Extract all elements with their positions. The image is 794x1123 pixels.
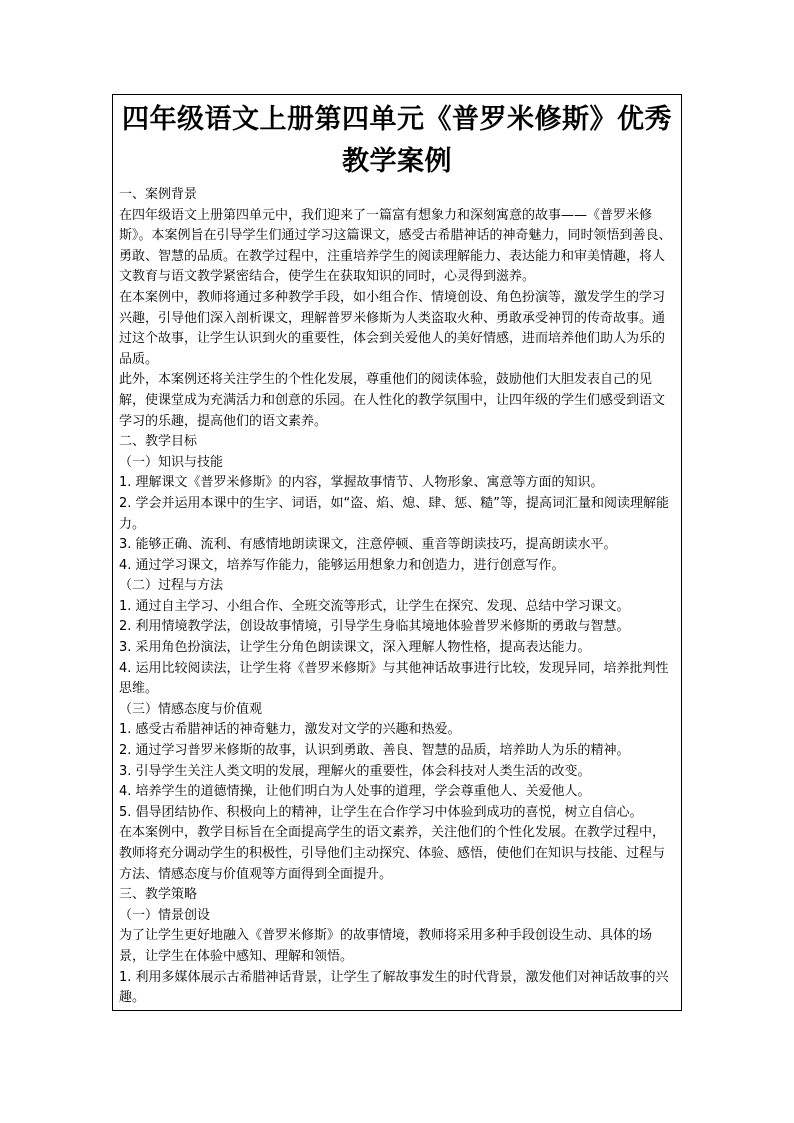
list-item: 2. 通过学习普罗米修斯的故事，认识到勇敢、善良、智慧的品质，培养助人为乐的精神。	[119, 743, 630, 759]
list-item: 2. 利用情境教学法，创设故事情境，引导学生身临其境地体验普罗米修斯的勇敢与智慧。	[119, 619, 630, 635]
list-item: 4. 运用比较阅读法，让学生将《普罗米修斯》与其他神话故事进行比较，发现异同，培养批判性思维。	[119, 660, 669, 697]
paragraph: 为了让学生更好地融入《普罗米修斯》的故事情境，教师将采用多种手段创设生动、具体的场景，让学生在体验中感知、理解和领悟。	[119, 928, 653, 964]
list-item: 3. 采用角色扮演法，让学生分角色朗读课文，深入理解人物性格，提高表达能力。	[119, 640, 591, 656]
subsection-heading: （一）知识与技能	[119, 454, 224, 470]
paragraph: 此外，本案例还将关注学生的个性化发展，尊重他们的阅读体验，鼓励他们大胆发表自己的见解，使课堂成为充满活力和创意的乐园。在人性化的教学氛围中，让四年级的学生们感受到语文学习的乐趣，提高他们的语文素养。	[119, 372, 666, 429]
section-heading: 二、教学目标	[119, 434, 198, 450]
paragraph: 在本案例中，教学目标旨在全面提高学生的语文素养，关注他们的个性化发展。在教学过程中，教师将充分调动学生的积极性，引导他们主动探究、体验、感悟，使他们在知识与技能、过程与方法、情感态度与价值观等方面得到全面提升。	[119, 825, 666, 882]
list-item: 4. 通过学习课文，培养写作能力，能够运用想象力和创造力，进行创意写作。	[119, 557, 565, 573]
subsection-heading: （一）情景创设	[119, 907, 211, 923]
document-body	[119, 185, 675, 1009]
document-title: 四年级语文上册第四单元《普罗米修斯》优秀教学案例	[122, 104, 672, 177]
list-item: 3. 引导学生关注人类文明的发展，理解火的重要性，体会科技对人类生活的改变。	[119, 763, 591, 779]
subsection-heading: （三）情感态度与价值观	[119, 701, 263, 717]
section-heading: 三、教学策略	[119, 887, 198, 903]
list-item: 5. 倡导团结协作、积极向上的精神，让学生在合作学习中体验到成功的喜悦，树立自信心。	[119, 804, 643, 820]
paragraph: 在四年级语文上册第四单元中，我们迎来了一篇富有想象力和深刻寓意的故事——《普罗米修斯》。本案例旨在引导学生们通过学习这篇课文，感受古希腊神话的神奇魅力，同时领悟到善良、勇敢、智慧的品质。在教学过程中，注重培养学生的阅读理解能力、表达能力和审美情趣，将人文教育与语文教学紧密结合，使学生在获取知识的同时，心灵得到滋养。	[119, 207, 672, 285]
list-item: 2. 学会并运用本课中的生字、词语，如“盗、焰、熄、肆、惩、糙”等，提高词汇量和阅读理解能力。	[119, 495, 670, 532]
list-item: 4. 培养学生的道德情操，让他们明白为人处事的道理，学会尊重他人、关爱他人。	[119, 784, 591, 800]
list-item: 3. 能够正确、流利、有感情地朗读课文，注意停顿、重音等朗读技巧，提高朗读水平。	[119, 537, 617, 553]
subsection-heading: （二）过程与方法	[119, 578, 224, 594]
paragraph: 在本案例中，教师将通过多种教学手段，如小组合作、情境创设、角色扮演等，激发学生的学习兴趣，引导他们深入剖析课文，理解普罗米修斯为人类盗取火种、勇敢承受神罚的传奇故事。通过这个故事，让学生认识到火的重要性，体会到关爱他人的美好情感，进而培养他们助人为乐的品质。	[119, 289, 666, 367]
list-item: 1. 理解课文《普罗米修斯》的内容，掌握故事情节、人物形象、寓意等方面的知识。	[119, 475, 604, 491]
list-item: 1. 通过自主学习、小组合作、全班交流等形式，让学生在探究、发现、总结中学习课文。	[119, 598, 630, 614]
list-item: 1. 感受古希腊神话的神奇魅力，激发对文学的兴趣和热爱。	[119, 722, 461, 738]
document-frame	[112, 94, 682, 1011]
section-heading: 一、案例背景	[119, 187, 198, 202]
list-item: 1. 利用多媒体展示古希腊神话背景，让学生了解故事发生的时代背景，激发他们对神话故事的兴趣。	[119, 969, 669, 1006]
